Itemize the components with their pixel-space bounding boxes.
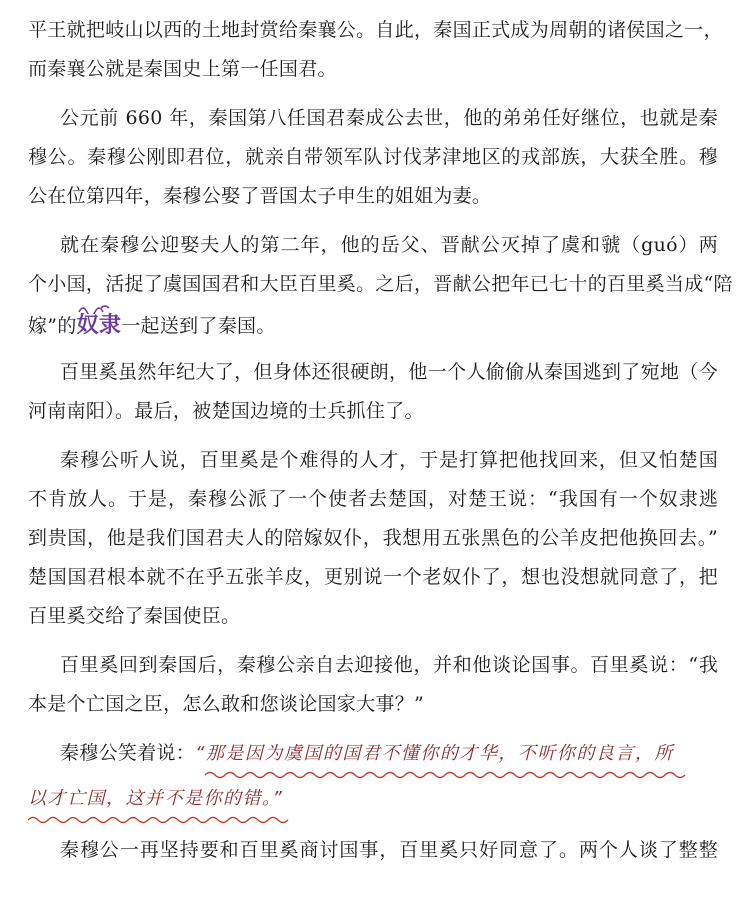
text-line: 公在位第四年，秦穆公娶了晋国太子申生的姐姐为妻。 [28, 185, 492, 207]
text-line: 公元前 660 年，秦国第八任国君秦成公去世，他的弟弟任好继位，也就是秦 [60, 107, 718, 129]
text-line-with-quote [60, 741, 718, 766]
text-line-with-emphasis [28, 314, 718, 338]
wavy-underline-icon [28, 815, 290, 825]
text-line: 秦穆公一再坚持要和百里奚商讨国事，百里奚只好同意了。两个人谈了整整 [60, 839, 718, 861]
emphasis-squiggle-icon [77, 304, 117, 314]
emphasized-word-text: 奴隶 [76, 313, 122, 338]
text-line: 秦穆公听人说，百里奚是个难得的人才，于是打算把他找回来，但又怕楚国 [60, 449, 718, 471]
text-segment: 一起送到了秦国。 [121, 315, 276, 337]
text-line: 就在秦穆公迎娶夫人的第二年，他的岳父、晋献公灭掉了虞和虢（guó）两 [60, 234, 718, 256]
text-line: 到贵国，他是我们国君夫人的陪嫁奴仆，我想用五张黑色的公羊皮把他换回去。” [28, 527, 718, 549]
text-line: 百里奚回到秦国后，秦穆公亲自去迎接他，并和他谈论国事。百里奚说：“我 [60, 654, 718, 676]
text-line: 穆公。秦穆公刚即君位，就亲自带领军队讨伐茅津地区的戎部族，大获全胜。穆 [28, 146, 718, 168]
text-line: 平王就把岐山以西的土地封赏给秦襄公。自此，秦国正式成为周朝的诸侯国之一， [28, 19, 723, 41]
text-line: 百里奚交给了秦国使臣。 [28, 605, 241, 627]
handwritten-quote: “那是因为虞国的国君不懂你的才华，不听你的良言，所 [195, 743, 674, 764]
text-line-quote [28, 786, 718, 811]
text-line: 而秦襄公就是秦国史上第一任国君。 [28, 58, 337, 80]
handwritten-quote: 以才亡国，这并不是你的错。” [28, 788, 284, 809]
text-segment: 秦穆公笑着说： [60, 742, 196, 764]
text-line: 百里奚虽然年纪大了，但身体还很硬朗，他一个人偷偷从秦国逃到了宛地（今 [60, 361, 718, 383]
wavy-underline-icon [205, 770, 690, 780]
text-line: 不肯放人。于是，秦穆公派了一个使者去楚国，对楚王说：“我国有一个奴隶逃 [28, 488, 718, 510]
text-line: 本是个亡国之臣，怎么敢和您谈论国家大事？” [28, 693, 425, 715]
text-segment: 嫁”的 [28, 315, 77, 337]
emphasized-word [77, 314, 122, 338]
text-line: 个小国，活捉了虞国国君和大臣百里奚。之后，晋献公把年已七十的百里奚当成“陪 [28, 273, 733, 295]
text-line: 河南南阳）。最后，被楚国边境的士兵抓住了。 [28, 400, 424, 422]
text-line: 楚国国君根本就不在乎五张羊皮，更别说一个老奴仆了，想也没想就同意了，把 [28, 566, 718, 588]
